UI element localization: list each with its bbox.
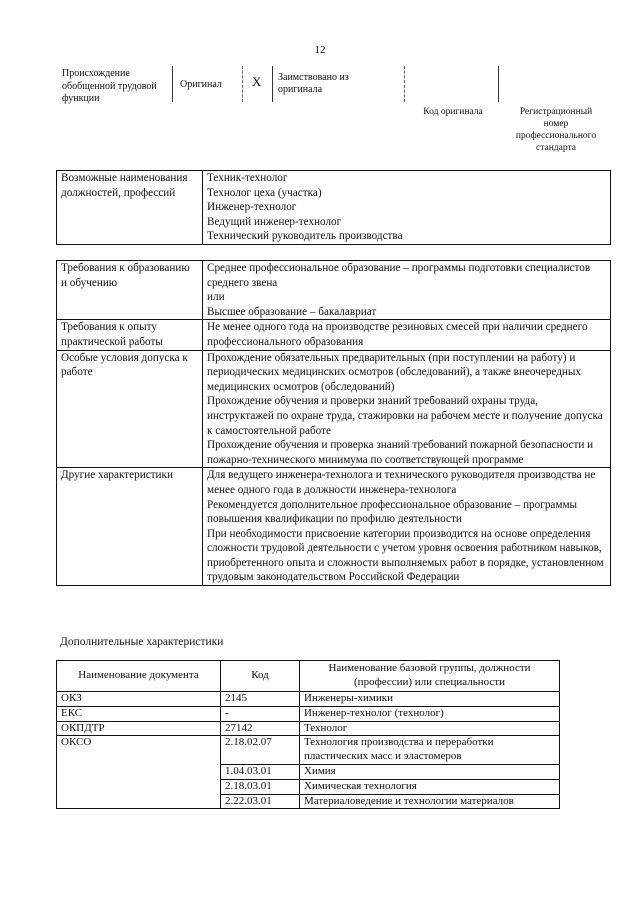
name-cell: Технолог [300, 721, 560, 736]
additional-table [56, 660, 560, 809]
name-cell: Материаловедение и технологии материалов [300, 794, 560, 809]
position-item: Техник-технолог [207, 172, 288, 184]
code-cell: 2.18.02.07 [221, 736, 300, 765]
header-doc: Наименование документа [57, 661, 221, 692]
positions-label: Возможные наименования должностей, профессий [57, 171, 203, 245]
position-item: Технолог цеха (участка) [207, 186, 322, 199]
origin-label: Происхождение обобщенной трудовой функции [62, 68, 157, 104]
table-row [57, 736, 560, 765]
requirement-line: Рекомендуется дополнительное профессиональное образование – программы повышения квалификации по профилю деятельности [207, 498, 578, 526]
header-name: Наименование базовой группы, должности (профессии) или специальности [300, 661, 560, 692]
requirement-value [203, 261, 611, 320]
additional-title: Дополнительные характеристики [60, 636, 224, 648]
requirement-line: Среднее профессиональное образование – программы подготовки специалистов среднего звена [207, 262, 591, 289]
original-label: Оригинал [180, 79, 222, 90]
doc-cell: ОКЗ [57, 692, 221, 707]
doc-cell: ОКСО [57, 736, 221, 809]
table-row [57, 350, 611, 468]
code-cell: 2145 [221, 692, 300, 707]
code-cell: - [221, 706, 300, 721]
table-row [57, 468, 611, 586]
code-cell: 2.22.03.01 [221, 794, 300, 809]
origin-box [172, 66, 602, 102]
name-cell: Химия [300, 764, 560, 779]
table-row [57, 320, 611, 350]
code-cell: 1.04.03.01 [221, 764, 300, 779]
requirement-line: Прохождение обязательных предварительных (при поступлении на работу) и периодических медицинских осмотров (обследований), а также внеочередных медицинских осмотров (обследований) [207, 351, 582, 393]
code-cell: 27142 [221, 721, 300, 736]
requirement-label: Требования к опыту практической работы [57, 320, 203, 350]
name-cell: Химическая технология [300, 779, 560, 794]
code-cell: 2.18.03.01 [221, 779, 300, 794]
header-code: Код [221, 661, 300, 692]
borrowed-label: Заимствовано из оригинала [278, 72, 349, 95]
table-row [57, 692, 560, 707]
doc-cell: ОКПДТР [57, 721, 221, 736]
reg-number-caption: Регистрационный номер профессионального стандарта [515, 107, 597, 153]
position-item: Ведущий инженер-технолог [207, 215, 342, 228]
table-row [57, 721, 560, 736]
requirement-line: Для ведущего инженера-технолога и технического руководителя производства не менее одного года в должности инженера-технолога [207, 469, 596, 496]
requirement-line: Высшее образование – бакалавриат [207, 305, 377, 318]
original-mark: X [252, 74, 262, 89]
requirement-line: Прохождение обучения и проверка знаний требований пожарной безопасности и пожарно-технического минимума по соответствующей программе [207, 439, 594, 466]
requirement-line: При необходимости присвоение категории производится на основе определения сложности трудовой деятельности с учетом уровня освоения работником навыков, приобретенного опыта и сложности выполняемых работ в порядке, установленном трудовым законодательством Российской Федерации [207, 527, 604, 584]
requirement-line: или [207, 291, 225, 304]
name-cell: Инженер-технолог (технолог) [300, 706, 560, 721]
doc-cell: ЕКС [57, 706, 221, 721]
table-row [57, 706, 560, 721]
requirement-value [203, 468, 611, 586]
requirement-label: Другие характеристики [57, 468, 203, 586]
requirement-value [203, 350, 611, 468]
requirement-line: Прохождение обучения и проверки знаний требований охраны труда, инструктажей по охране труда, стажировки на рабочем месте и получение допуска к самостоятельной работе [207, 395, 603, 437]
page-number: 12 [314, 44, 326, 56]
positions-list [203, 171, 611, 245]
requirements-table [56, 260, 611, 586]
requirement-label: Особые условия допуска к работе [57, 350, 203, 468]
name-cell: Инженеры-химики [300, 692, 560, 707]
requirement-line: Не менее одного года на производстве резиновых смесей при наличии среднего профессионального образования [207, 321, 588, 348]
code-original-caption: Код оригинала [423, 107, 483, 117]
requirement-label: Требования к образованию и обучению [57, 261, 203, 320]
table-row [57, 261, 611, 320]
position-item: Инженер-технолог [207, 201, 297, 214]
name-cell: Технология производства и переработки пластических масс и эластомеров [300, 736, 560, 765]
positions-table [56, 170, 611, 245]
position-item: Технический руководитель производства [207, 230, 403, 243]
table-header-row [57, 661, 560, 692]
requirement-value [203, 320, 611, 350]
